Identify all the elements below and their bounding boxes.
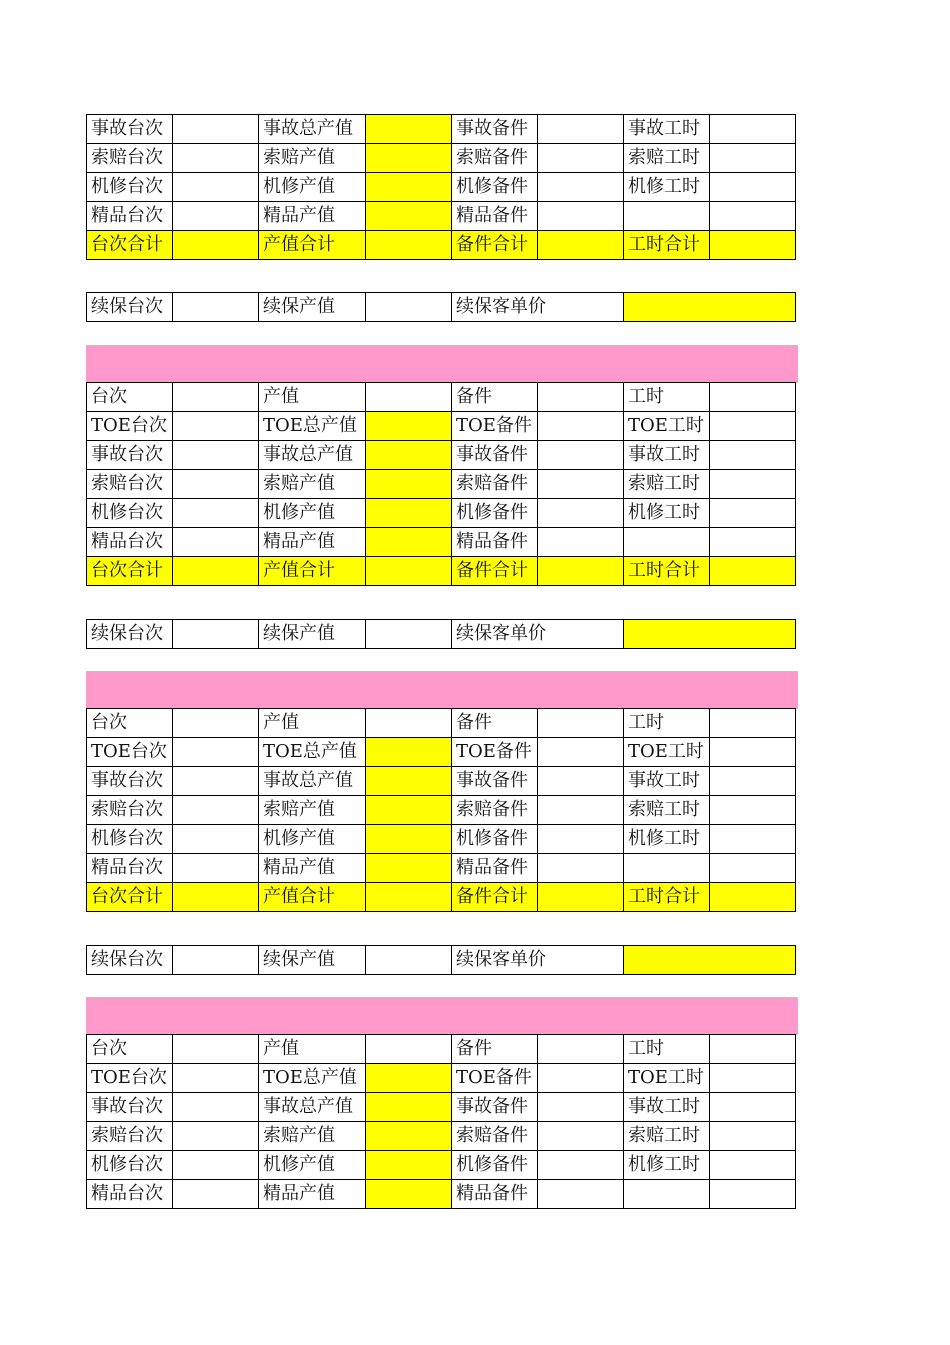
cell-label[interactable]: 索赔产值	[259, 144, 366, 173]
cell-label[interactable]: 精品台次	[87, 528, 173, 557]
cell-value[interactable]	[366, 293, 452, 322]
table-row	[87, 293, 796, 322]
cell-value[interactable]	[538, 1122, 624, 1151]
cell-label[interactable]: 机修备件	[452, 1151, 538, 1180]
cell-label[interactable]: 机修工时	[624, 825, 710, 854]
cell-value[interactable]	[538, 383, 624, 412]
cell-label[interactable]: 事故台次	[87, 767, 173, 796]
cell-value[interactable]	[366, 709, 452, 738]
cell-label[interactable]: 机修工时	[624, 173, 710, 202]
cell-label[interactable]: TOE总产值	[259, 738, 366, 767]
cell-value[interactable]	[710, 383, 796, 412]
cell-value[interactable]	[173, 441, 259, 470]
cell-value[interactable]	[538, 173, 624, 202]
cell-label[interactable]: 事故总产值	[259, 441, 366, 470]
cell-value[interactable]	[710, 1180, 796, 1209]
cell-value[interactable]	[538, 1093, 624, 1122]
cell-value[interactable]	[710, 825, 796, 854]
cell-label[interactable]: TOE备件	[452, 412, 538, 441]
cell-value[interactable]	[366, 1035, 452, 1064]
cell-value[interactable]	[538, 1151, 624, 1180]
cell-label[interactable]: 索赔工时	[624, 1122, 710, 1151]
cell-value[interactable]	[366, 441, 452, 470]
cell-label[interactable]: 台次合计	[87, 557, 173, 586]
cell-value[interactable]	[538, 1064, 624, 1093]
totals-row	[87, 557, 796, 586]
cell-label[interactable]: TOE台次	[87, 738, 173, 767]
cell-value[interactable]	[710, 796, 796, 825]
cell-value[interactable]	[173, 557, 259, 586]
cell-value[interactable]	[710, 1035, 796, 1064]
section-band	[86, 997, 798, 1035]
cell-label[interactable]: 机修工时	[624, 1151, 710, 1180]
cell-value[interactable]	[538, 854, 624, 883]
table-row	[87, 620, 796, 649]
table-row	[87, 1064, 796, 1093]
cell-value[interactable]	[173, 1122, 259, 1151]
cell-value[interactable]	[366, 1064, 452, 1093]
cell-value[interactable]	[366, 883, 452, 912]
cell-label[interactable]: TOE总产值	[259, 412, 366, 441]
cell-label[interactable]: 工时合计	[624, 883, 710, 912]
cell-value[interactable]	[366, 115, 452, 144]
cell-label[interactable]: 续保产值	[259, 620, 366, 649]
cell-label[interactable]: 产值	[259, 383, 366, 412]
stats-table-3	[86, 708, 796, 912]
cell-label[interactable]: 续保产值	[259, 293, 366, 322]
header-row	[87, 1035, 796, 1064]
cell-value[interactable]	[173, 383, 259, 412]
cell-value[interactable]	[710, 231, 796, 260]
cell-label[interactable]: 索赔工时	[624, 144, 710, 173]
cell-label[interactable]: 备件	[452, 709, 538, 738]
cell-label[interactable]: 备件合计	[452, 231, 538, 260]
cell-value[interactable]	[173, 499, 259, 528]
cell-value[interactable]	[173, 1151, 259, 1180]
cell-value[interactable]	[710, 1064, 796, 1093]
cell-label[interactable]: 产值	[259, 709, 366, 738]
table-row	[87, 412, 796, 441]
cell-value[interactable]	[173, 854, 259, 883]
cell-value[interactable]	[366, 1151, 452, 1180]
cell-label[interactable]: 续保台次	[87, 293, 173, 322]
cell-value[interactable]	[710, 144, 796, 173]
table-row	[87, 528, 796, 557]
cell-value[interactable]	[624, 854, 710, 883]
cell-label[interactable]: TOE备件	[452, 738, 538, 767]
table-row	[87, 796, 796, 825]
cell-value[interactable]	[538, 796, 624, 825]
cell-value[interactable]	[710, 767, 796, 796]
header-row	[87, 383, 796, 412]
cell-value[interactable]	[366, 202, 452, 231]
cell-value[interactable]	[538, 767, 624, 796]
cell-label[interactable]: 事故备件	[452, 767, 538, 796]
cell-label[interactable]: 精品备件	[452, 1180, 538, 1209]
cell-label[interactable]: 事故台次	[87, 115, 173, 144]
cell-label[interactable]: 机修产值	[259, 825, 366, 854]
cell-label[interactable]: 台次	[87, 1035, 173, 1064]
cell-value[interactable]	[173, 173, 259, 202]
cell-value[interactable]	[366, 412, 452, 441]
cell-value[interactable]	[538, 883, 624, 912]
cell-value[interactable]	[173, 767, 259, 796]
cell-value[interactable]	[624, 1180, 710, 1209]
cell-value[interactable]	[366, 1180, 452, 1209]
cell-value[interactable]	[173, 738, 259, 767]
cell-value[interactable]	[366, 738, 452, 767]
cell-label[interactable]: 事故总产值	[259, 767, 366, 796]
cell-value[interactable]	[538, 499, 624, 528]
cell-value[interactable]	[710, 557, 796, 586]
cell-label[interactable]: 机修工时	[624, 499, 710, 528]
cell-value[interactable]	[173, 293, 259, 322]
cell-label[interactable]: 工时合计	[624, 557, 710, 586]
cell-label[interactable]: 工时	[624, 1035, 710, 1064]
cell-label[interactable]: 索赔工时	[624, 796, 710, 825]
cell-label[interactable]: 事故总产值	[259, 1093, 366, 1122]
cell-value[interactable]	[366, 1093, 452, 1122]
cell-value[interactable]	[710, 441, 796, 470]
cell-label[interactable]: 精品台次	[87, 1180, 173, 1209]
cell-value[interactable]	[710, 1093, 796, 1122]
table-row	[87, 1180, 796, 1209]
cell-value[interactable]	[366, 854, 452, 883]
cell-value[interactable]	[366, 499, 452, 528]
cell-value[interactable]	[538, 115, 624, 144]
cell-label[interactable]: 备件合计	[452, 557, 538, 586]
cell-value[interactable]	[173, 1180, 259, 1209]
cell-value[interactable]	[366, 620, 452, 649]
stats-table-1	[86, 114, 796, 260]
cell-label[interactable]: 机修台次	[87, 825, 173, 854]
cell-label[interactable]: 备件合计	[452, 883, 538, 912]
cell-label[interactable]: TOE工时	[624, 1064, 710, 1093]
cell-label[interactable]: 台次	[87, 383, 173, 412]
cell-value[interactable]	[366, 231, 452, 260]
cell-label[interactable]: 精品产值	[259, 854, 366, 883]
cell-label[interactable]: 精品备件	[452, 202, 538, 231]
cell-value[interactable]	[173, 528, 259, 557]
cell-value[interactable]	[538, 825, 624, 854]
cell-label[interactable]: 工时	[624, 709, 710, 738]
cell-label[interactable]: 机修备件	[452, 173, 538, 202]
cell-label[interactable]: 机修产值	[259, 499, 366, 528]
cell-label[interactable]: 机修台次	[87, 1151, 173, 1180]
cell-value[interactable]	[173, 825, 259, 854]
cell-label[interactable]: 续保产值	[259, 946, 366, 975]
cell-value[interactable]	[173, 796, 259, 825]
cell-label[interactable]: 事故工时	[624, 115, 710, 144]
table-row	[87, 1122, 796, 1151]
cell-value[interactable]	[624, 620, 796, 649]
cell-label[interactable]: 续保客单价	[452, 620, 624, 649]
cell-value[interactable]	[710, 412, 796, 441]
cell-label[interactable]: 台次	[87, 709, 173, 738]
cell-label[interactable]: 机修备件	[452, 499, 538, 528]
cell-label[interactable]: 续保客单价	[452, 946, 624, 975]
cell-value[interactable]	[710, 115, 796, 144]
cell-value[interactable]	[366, 470, 452, 499]
table-row	[87, 1151, 796, 1180]
cell-value[interactable]	[538, 738, 624, 767]
cell-label[interactable]: 机修产值	[259, 173, 366, 202]
cell-value[interactable]	[173, 620, 259, 649]
cell-label[interactable]: TOE工时	[624, 738, 710, 767]
stats-table-2	[86, 382, 796, 586]
cell-label[interactable]: 产值合计	[259, 231, 366, 260]
cell-label[interactable]: 备件	[452, 383, 538, 412]
cell-label[interactable]: 索赔备件	[452, 796, 538, 825]
cell-label[interactable]: 事故台次	[87, 1093, 173, 1122]
cell-label[interactable]: 事故总产值	[259, 115, 366, 144]
cell-value[interactable]	[173, 709, 259, 738]
cell-label[interactable]: 产值	[259, 1035, 366, 1064]
cell-value[interactable]	[173, 946, 259, 975]
cell-label[interactable]: 精品产值	[259, 1180, 366, 1209]
table-row	[87, 499, 796, 528]
cell-label[interactable]: TOE台次	[87, 1064, 173, 1093]
cell-label[interactable]: 工时合计	[624, 231, 710, 260]
cell-label[interactable]: 精品产值	[259, 202, 366, 231]
cell-value[interactable]	[173, 144, 259, 173]
cell-label[interactable]: 索赔备件	[452, 470, 538, 499]
cell-label[interactable]: 索赔产值	[259, 1122, 366, 1151]
cell-label[interactable]: 机修备件	[452, 825, 538, 854]
cell-label[interactable]: 产值合计	[259, 557, 366, 586]
cell-label[interactable]: 续保客单价	[452, 293, 624, 322]
cell-value[interactable]	[710, 499, 796, 528]
cell-label[interactable]: 事故工时	[624, 767, 710, 796]
section-band	[86, 345, 798, 383]
cell-value[interactable]	[624, 946, 796, 975]
cell-label[interactable]: 台次合计	[87, 883, 173, 912]
cell-value[interactable]	[173, 115, 259, 144]
cell-value[interactable]	[538, 557, 624, 586]
cell-value[interactable]	[366, 557, 452, 586]
cell-value[interactable]	[366, 144, 452, 173]
cell-label[interactable]: TOE总产值	[259, 1064, 366, 1093]
cell-label[interactable]: TOE备件	[452, 1064, 538, 1093]
cell-value[interactable]	[366, 825, 452, 854]
stats-table-4	[86, 1034, 796, 1209]
table-row	[87, 946, 796, 975]
cell-value[interactable]	[710, 709, 796, 738]
cell-label[interactable]: TOE台次	[87, 412, 173, 441]
cell-label[interactable]: 索赔台次	[87, 796, 173, 825]
table-row	[87, 202, 796, 231]
cell-label[interactable]: 索赔产值	[259, 796, 366, 825]
table-row	[87, 825, 796, 854]
cell-label[interactable]: 事故工时	[624, 441, 710, 470]
cell-value[interactable]	[538, 1180, 624, 1209]
table-row	[87, 173, 796, 202]
cell-label[interactable]: 事故备件	[452, 441, 538, 470]
cell-value[interactable]	[173, 883, 259, 912]
cell-value[interactable]	[366, 946, 452, 975]
cell-label[interactable]: 精品备件	[452, 854, 538, 883]
totals-row	[87, 883, 796, 912]
cell-value[interactable]	[538, 412, 624, 441]
cell-value[interactable]	[710, 1151, 796, 1180]
cell-value[interactable]	[624, 293, 796, 322]
cell-label[interactable]: 事故工时	[624, 1093, 710, 1122]
cell-value[interactable]	[366, 1122, 452, 1151]
cell-label[interactable]: 工时	[624, 383, 710, 412]
cell-label[interactable]: 续保台次	[87, 946, 173, 975]
table-row	[87, 115, 796, 144]
cell-value[interactable]	[538, 144, 624, 173]
cell-value[interactable]	[173, 1035, 259, 1064]
section-band	[86, 671, 798, 709]
cell-value[interactable]	[710, 202, 796, 231]
cell-value[interactable]	[710, 1122, 796, 1151]
cell-label[interactable]: 续保台次	[87, 620, 173, 649]
cell-label[interactable]: 机修台次	[87, 499, 173, 528]
cell-label[interactable]: 事故台次	[87, 441, 173, 470]
cell-label[interactable]: 索赔台次	[87, 470, 173, 499]
cell-label[interactable]: 索赔备件	[452, 144, 538, 173]
cell-value[interactable]	[173, 470, 259, 499]
cell-value[interactable]	[173, 1064, 259, 1093]
cell-value[interactable]	[538, 470, 624, 499]
cell-value[interactable]	[624, 528, 710, 557]
table-row	[87, 767, 796, 796]
cell-value[interactable]	[366, 383, 452, 412]
cell-value[interactable]	[624, 202, 710, 231]
cell-label[interactable]: TOE工时	[624, 412, 710, 441]
cell-label[interactable]: 精品台次	[87, 202, 173, 231]
cell-value[interactable]	[538, 202, 624, 231]
cell-label[interactable]: 机修台次	[87, 173, 173, 202]
cell-label[interactable]: 台次合计	[87, 231, 173, 260]
cell-label[interactable]: 精品产值	[259, 528, 366, 557]
cell-value[interactable]	[173, 231, 259, 260]
cell-value[interactable]	[538, 231, 624, 260]
table-row	[87, 441, 796, 470]
cell-value[interactable]	[710, 738, 796, 767]
totals-row	[87, 231, 796, 260]
cell-label[interactable]: 精品备件	[452, 528, 538, 557]
cell-label[interactable]: 索赔备件	[452, 1122, 538, 1151]
table-row	[87, 1093, 796, 1122]
table-row	[87, 470, 796, 499]
cell-value[interactable]	[366, 173, 452, 202]
cell-label[interactable]: 索赔工时	[624, 470, 710, 499]
cell-value[interactable]	[710, 528, 796, 557]
cell-value[interactable]	[173, 412, 259, 441]
renewal-table-3	[86, 945, 796, 975]
cell-value[interactable]	[710, 854, 796, 883]
cell-value[interactable]	[366, 796, 452, 825]
cell-value[interactable]	[538, 441, 624, 470]
table-row	[87, 854, 796, 883]
cell-label[interactable]: 精品台次	[87, 854, 173, 883]
cell-label[interactable]: 事故备件	[452, 115, 538, 144]
cell-label[interactable]: 事故备件	[452, 1093, 538, 1122]
table-row	[87, 738, 796, 767]
cell-value[interactable]	[710, 173, 796, 202]
cell-value[interactable]	[366, 767, 452, 796]
cell-value[interactable]	[538, 1035, 624, 1064]
cell-label[interactable]: 机修产值	[259, 1151, 366, 1180]
cell-value[interactable]	[366, 528, 452, 557]
cell-label[interactable]: 备件	[452, 1035, 538, 1064]
table-row	[87, 144, 796, 173]
cell-value[interactable]	[173, 1093, 259, 1122]
cell-label[interactable]: 产值合计	[259, 883, 366, 912]
cell-label[interactable]: 索赔台次	[87, 1122, 173, 1151]
cell-label[interactable]: 索赔产值	[259, 470, 366, 499]
cell-label[interactable]: 索赔台次	[87, 144, 173, 173]
cell-value[interactable]	[538, 709, 624, 738]
renewal-table-2	[86, 619, 796, 649]
cell-value[interactable]	[173, 202, 259, 231]
cell-value[interactable]	[538, 528, 624, 557]
renewal-table-1	[86, 292, 796, 322]
cell-value[interactable]	[710, 883, 796, 912]
header-row	[87, 709, 796, 738]
cell-value[interactable]	[710, 470, 796, 499]
